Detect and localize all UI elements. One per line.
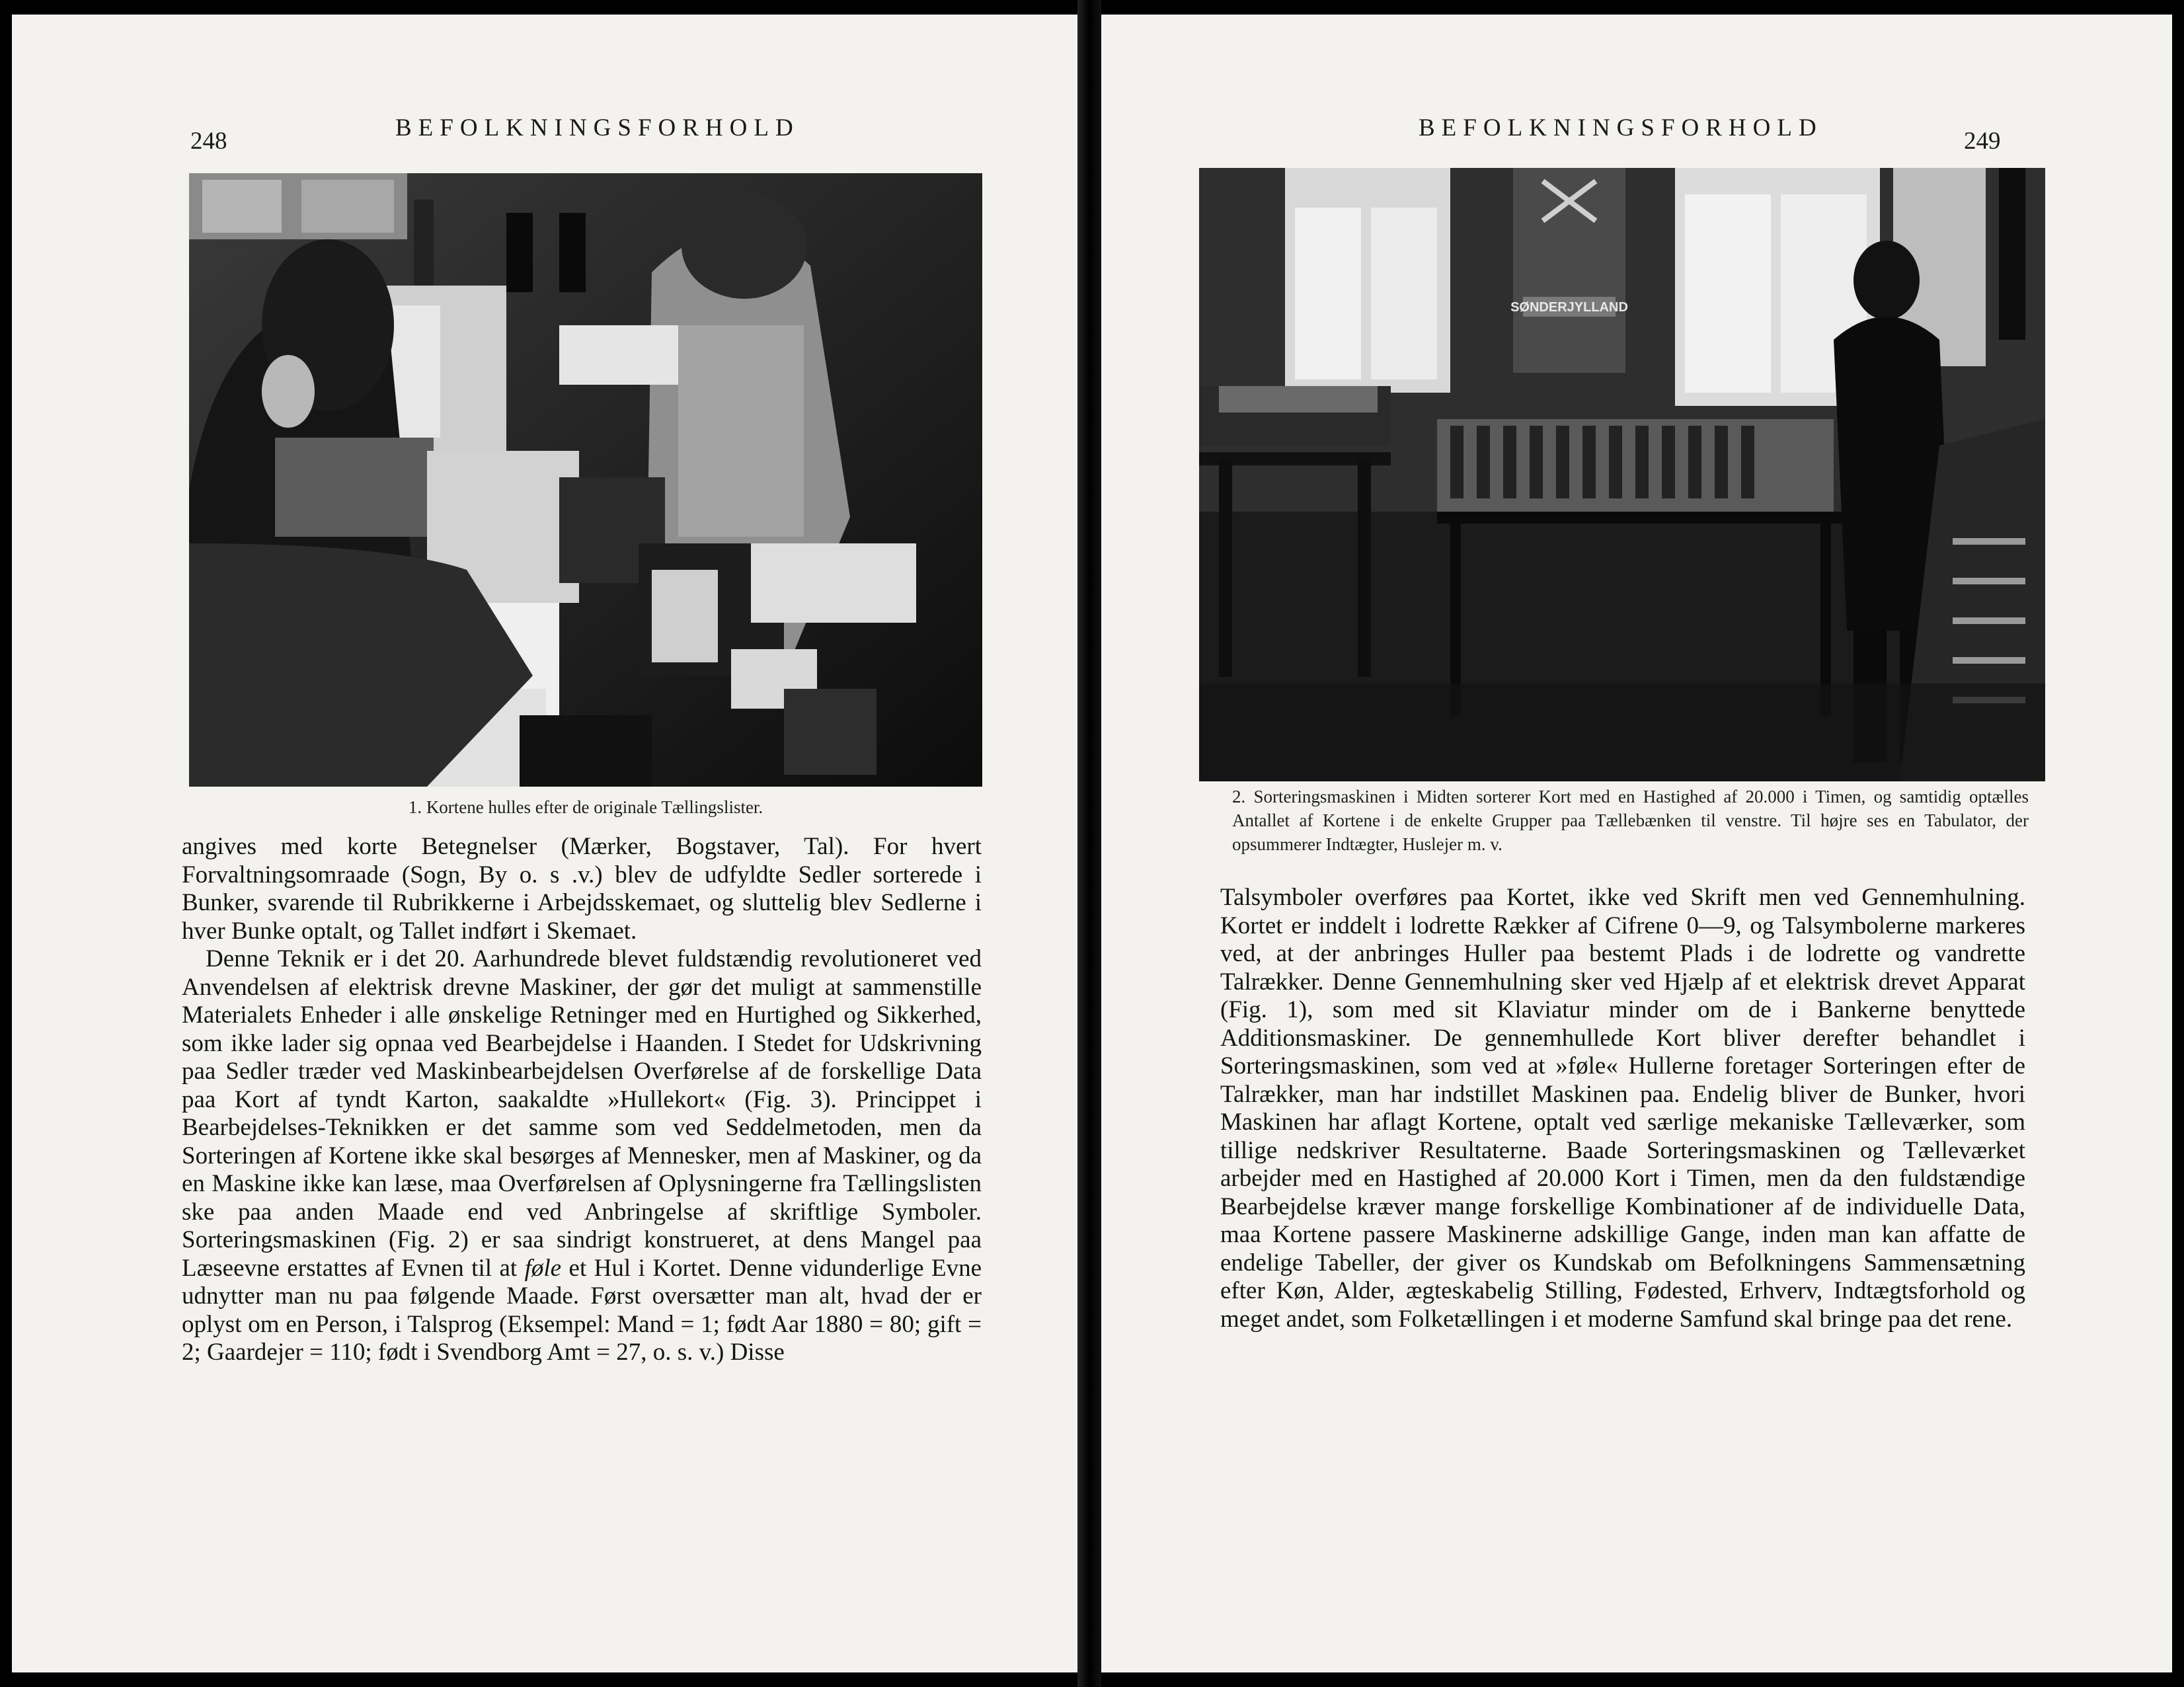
right-body-text — [1220, 884, 2025, 1333]
figure-1-photo — [189, 173, 982, 787]
right-page — [1101, 15, 2172, 1672]
left-page — [12, 15, 1077, 1672]
figure-1-caption: 1. Kortene hulles efter de originale Tællingslister. — [408, 797, 763, 817]
emphasis-text: føle — [524, 1254, 562, 1282]
book-gutter — [1077, 0, 1101, 1687]
sorting-machine-image — [1199, 168, 2045, 781]
keypunch-operators-image — [189, 173, 982, 787]
page-number: 249 — [1964, 128, 2001, 155]
paragraph — [182, 945, 982, 1367]
poster-text: SØNDERJYLLAND — [1510, 300, 1628, 315]
running-head: BEFOLKNINGSFORHOLD — [1419, 114, 1823, 141]
running-head: BEFOLKNINGSFORHOLD — [395, 114, 800, 141]
paragraph-text: et Hul i Kortet. Denne vidunderlige Evne udnytter man nu paa følgende Maade. Først oversætter man alt, hvad der er oplyst om en Person, i Talsprog (Eksempel: Mand = 1; født Aar 1880 = 80; gift = 2; Gaardejer = 110; født i Svendborg Amt = 27, o. s. v.) Disse — [182, 1254, 982, 1366]
page-number: 248 — [190, 128, 227, 155]
paragraph: angives med korte Betegnelser (Mærker, Bogstaver, Tal). For hvert Forvaltningsomraade (Sogn, By o. s .v.) blev de udfyldte Sedler sorterede i Bunker, svarende til Rubrikkerne i Arbejdsskemaet, og sluttelig blev Sedlerne i hver Bunke optalt, og Tallet indført i Skemaet. — [182, 833, 982, 945]
figure-2-photo — [1199, 168, 2045, 781]
paragraph-text: Denne Teknik er i det 20. Aarhundrede blevet fuldstændig revolutioneret ved Anvendelsen af elektrisk drevne Maskiner, der gør det muligt at sammenstille Materialets Enheder i alle ønskelige Retninger med en Hurtighed og Sikkerhed, som ikke lader sig opnaa ved Bearbejdelse i Haanden. I Stedet for Udskrivning paa Sedler træder ved Maskinbearbejdelsen Overførelse af de forskellige Data paa Kort af tyndt Karton, saakaldte »Hullekort« (Fig. 3). Princippet i Bearbejdelses-Teknikken er det samme som ved Seddelmetoden, men da Sorteringen af Kortene ikke skal besørges af Mennesker, men af Maskiner, og da en Maskine ikke kan læse, maa Overførelsen af Oplysningerne fra Tællingslisten ske paa anden Maade end ved Anbringelse af skriftlige Symboler. Sorteringsmaskinen (Fig. 2) er saa sindrigt konstrueret, at dens Mangel paa Læseevne erstattes af Evnen til at — [182, 945, 982, 1282]
figure-2-caption: 2. Sorteringsmaskinen i Midten sorterer Kort med en Hastighed af 20.000 i Timen, og samtidig optælles Antallet af Kortene i de enkelte Grupper paa Tællebænken til venstre. Til højre ses en Tabulator, der opsummerer Indtægter, Huslejer m. v. — [1232, 787, 2029, 854]
paragraph: Talsymboler overføres paa Kortet, ikke ved Skrift men ved Gennemhulning. Kortet er inddelt i lodrette Rækker af Cifrene 0—9, og Talsymbolerne markeres ved, at der anbringes Huller paa bestemt Plads i de lodrette og vandrette Talrækker. Denne Gennemhulning sker ved Hjælp af et elektrisk drevet Apparat (Fig. 1), som med sit Klaviatur minder om de i Bankerne benyttede Additionsmaskiner. De gennemhullede Kort bliver derefter behandlet i Sorteringsmaskinen, som ved at »føle« Hullerne foretager Sorteringen efter de Talrækker, man har indstillet Maskinen paa. Endelig bliver de Bunker, hvori Maskinen har aflagt Kortene, optalt ved særlige mekaniske Tælleværker, som tillige nedskriver Resultaterne. Baade Sorteringsmaskinen og Tælleværket arbejder med en Hastighed af 20.000 Kort i Timen, men da den fuldstændige Bearbejdelse kræver mange forskellige Kombinationer af de individuelle Data, maa Kortene passere Maskinerne adskillige Gange, inden man kan affatte de endelige Tabeller, der giver os Kundskab om Befolkningens Sammensætning efter Køn, Alder, ægteskabelig Stilling, Fødested, Erhverv, Indtægtsforhold og meget andet, som Folketællingen i et moderne Samfund skal bringe paa det rene. — [1220, 884, 2025, 1333]
left-body-text — [182, 833, 982, 1367]
